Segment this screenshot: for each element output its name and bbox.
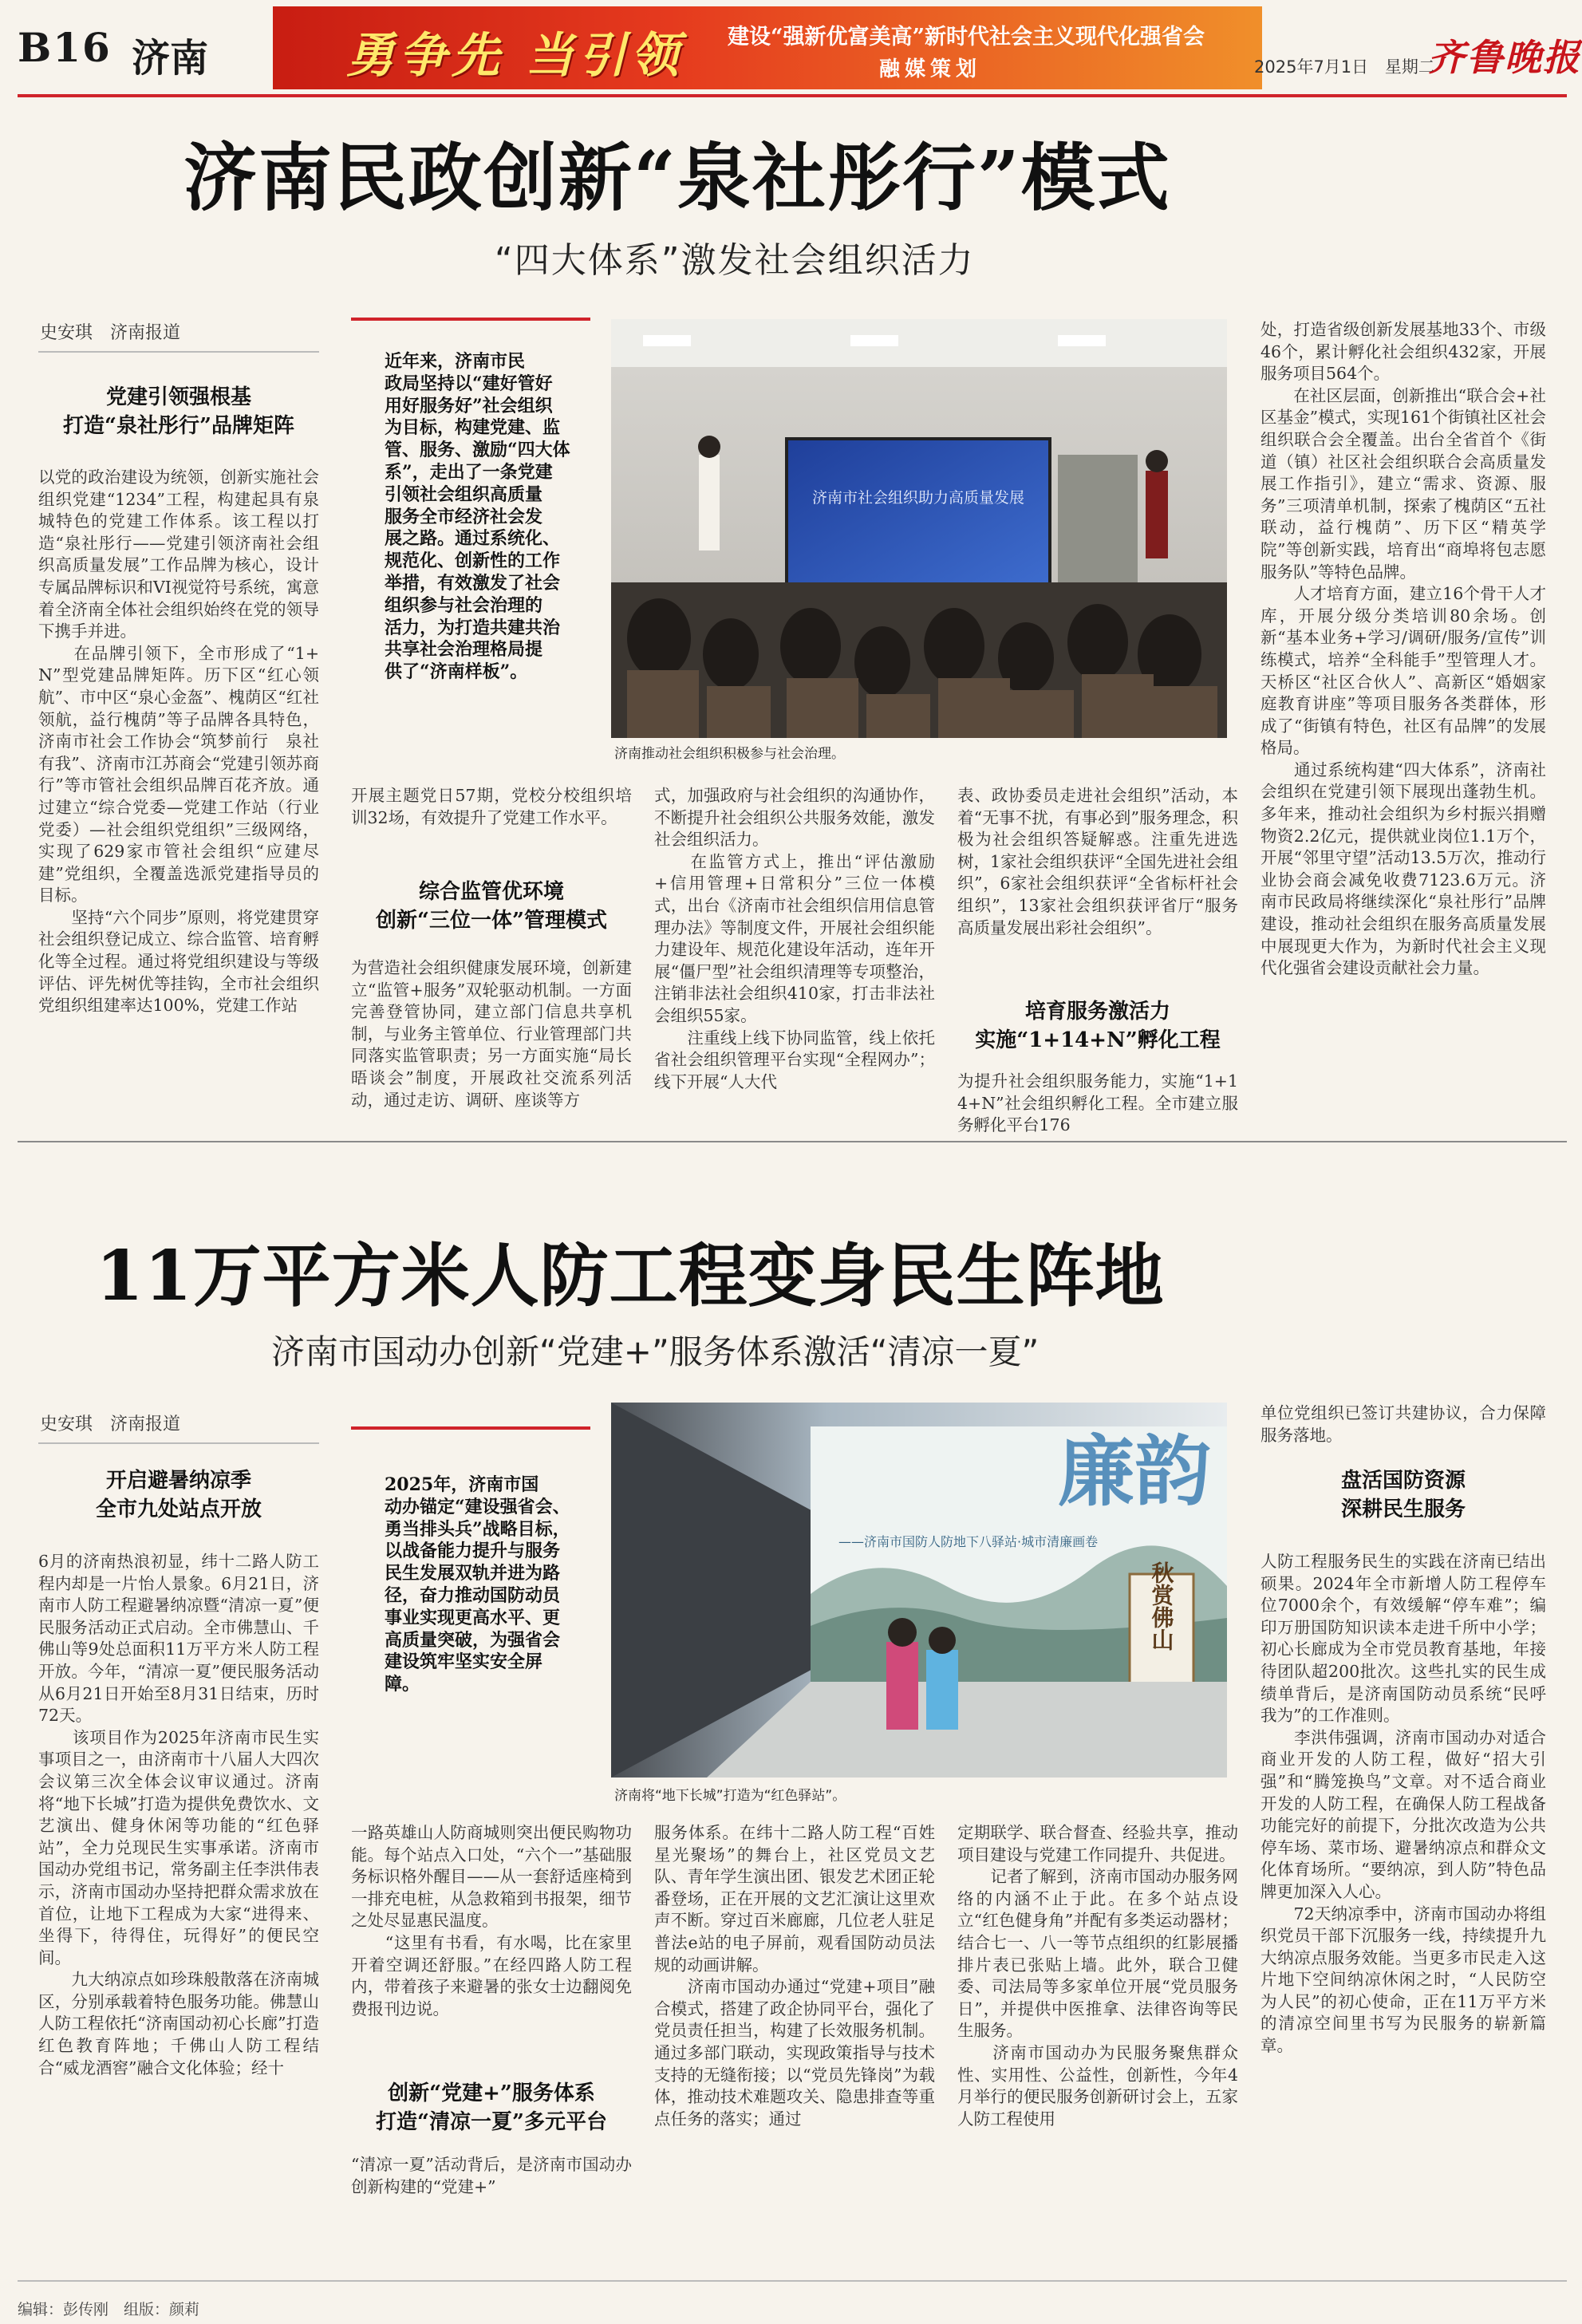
- campaign-banner: [273, 6, 1262, 89]
- article1-byline: 史安琪 济南报道: [40, 323, 181, 343]
- article2-col5: 单位党组织已签订共建协议，合力保障服务落地。: [1260, 1403, 1546, 1445]
- article2-lead: 2025年，济南市国 动办锚定“建设强省会、 勇当排头兵”战略目标， 以战备能力提升与服务 民生发展双轨并进为路 径，奋力推动国防动员 事业实现更高水平、更 高质量突破，为强省会 建设筑牢坚实安全屏 障。: [385, 1474, 570, 1695]
- article2-col3: 服务体系。在纬十二路人防工程“百姓星光聚场”的舞台上，社区党员文艺队、青年学生演出团、银发艺术团正轮番登场，正在开展的文艺汇演让这里欢声不断。穿过百米廊廊，几位老人驻足普法e站的电子屏前，观看国防动员法规的动画讲解。 济南市国动办通过“党建+项目”融合模式，搭建了政企协同平台，强化了党员责任担当，构建了长效服务机制。通过多部门联动，实现政策指导与技术支持的无缝衔接；以“党员先锋岗”为载体，推动技术难题攻关、隐患排查等重点任务的落实；通过: [654, 1823, 935, 2129]
- article1-col4b: 为提升社会组织服务能力，实施“1+14+N”社会组织孵化工程。全市建立服务孵化平台176: [957, 1071, 1238, 1135]
- photo-big-text: 廉韵: [1058, 1426, 1211, 1517]
- article2-col4: 定期联学、联合督查、经验共享，推动项目建设与党建工作同提升、共促进。 记者了解到，济南市国动办服务网络的内涵不止于此。在多个站点设立“红色健身角”并配有多类运动器材；结合七一、八一等节点组织的红影展播排片表已张贴上墙。此外，联合卫健委、司法局等多家单位开展“党员服务日”，并提供中医推拿、法律咨询等民生服务。 济南市国动办为民服务聚焦群众性、实用性、公益性，创新性，今年4月举行的便民服务创新研讨会上，五家人防工程使用: [957, 1823, 1238, 2129]
- screen-text: 济南市社会组织助力高质量发展: [811, 489, 1025, 507]
- article1-subtitle: “四大体系”激发社会组织活力: [495, 240, 975, 281]
- dateline: [1254, 54, 1435, 78]
- article1-col2b: 为营造社会组织健康发展环境，创新建立“监管+服务”双轮驱动机制。一方面完善登管协同，建立部门信息共享机制，与业务主管单位、行业管理部门共同落实监管职责；另一方面实施“局长晤谈会”制度，开展政社交流系列活动，通过走访、调研、座谈等方: [351, 958, 632, 1110]
- page-number: B16: [18, 24, 112, 71]
- photo-wall-text: ——济南市国防人防地下八驿站·城市清廉画卷: [838, 1534, 1099, 1549]
- article2-photo-caption: 济南将“地下长城”打造为“红色驿站”。: [614, 1788, 846, 1804]
- article1-lead: 近年来，济南市民 政局坚持以“建好管好 用好服务好”社会组织 为目标，构建党建、监 管、服务、激励“四大体 系”，走出了一条党建 引领社会组织高质量 服务全市经济社会发 展之路。通过系统化、 规范化、创新性的工作 举措，有效激发了社会 组织参与社会治理的 活力，为打造共建共治 共享社会治理格局提 供了“济南样板”。: [385, 351, 570, 683]
- byline-rule-2: [38, 1442, 319, 1444]
- section-name: 济南: [132, 36, 209, 81]
- article2-byline: 史安琪 济南报道: [40, 1415, 181, 1434]
- article2-col2: 一路英雄山人防商城则突出便民购物功能。每个站点入口处，“六个一”基础服务标识格外醒目——从一套舒适座椅到一排充电桩，从急救箱到书报架，细节之处尽显惠民温度。 “这里有书看，有水喝，比在家里开着空调还舒服。”在经四路人防工程内，带着孩子来避暑的张女士边翻阅免费报刊边说。: [351, 1823, 632, 2018]
- article2-col2b: “清凉一夏”活动背后，是济南市国动办创新构建的“党建+”: [351, 2155, 632, 2196]
- article1-title: 济南民政创新“泉社彤行”模式: [183, 135, 1171, 221]
- article2-col5b: 人防工程服务民生的实践在济南已结出硕果。2024年全市新增人防工程停车位7000余个，有效缓解“停车难”；编印万册国防知识读本走进千所中小学；初心长廊成为全市党员教育基地，年接待团队超200批次。这些扎实的民生成绩单背后，是济南国防动员系统“民呼我为”的工作准则。 李洪伟强调，济南市国动办对适合商业开发的人防工程，做好“招大引强”和“腾笼换鸟”文章。对不适合商业开发的人防工程，在确保人防工程战备功能完好的前提下，分批次改造为公共停车场、菜市场、避暑纳凉点和群众文化体育场所。“要纳凉，到人防”特色品牌更加深入人心。 72天纳凉季中，济南市国动办将组织党员干部下沉服务一线，持续提升九大纳凉点服务效能。当更多市民走入这片地下空间纳凉休闲之时，“人民防空为人民”的初心使命，正在11万平方米的清凉空间里书写为民服务的崭新篇章。: [1260, 1552, 1546, 2056]
- weekday: 星期二: [1384, 57, 1435, 77]
- lead-mark: [351, 318, 590, 321]
- article2-col1: 6月的济南热浪初显，纬十二路人防工程内却是一片怡人景象。6月21日，济南市人防工程避暑纳凉暨“清凉一夏”便民服务活动正式启动。全市佛慧山、千佛山等9处总面积11万平方米人防工程开放。今年，“清凉一夏”便民服务活动从6月21日开始至8月31日结束，历时72天。 该项目作为2025年济南市民生实事项目之一，由济南市十八届人大四次会议第三次全体会议审议通过。济南将“地下长城”打造为提供免费饮水、文艺演出、健身休闲等功能的“红色驿站”，全力兑现民生实事承诺。济南市国动办党组书记，常务副主任李洪伟表示，济南市国动办坚持把群众需求放在首位，让地下工程成为大家“进得来、坐得下，待得住，玩得好”的便民空间。 九大纳凉点如珍珠般散落在济南城区，分别承载着特色服务功能。佛慧山人防工程依托“济南国动初心长廊”打造红色教育阵地；千佛山人防工程结合“威龙酒窖”融合文化体验；经十: [38, 1552, 319, 2077]
- date: 2025年7月1日: [1254, 57, 1369, 77]
- header-rule: [18, 94, 1567, 97]
- editor-credit: 编辑：彭传刚 组版：颜莉: [18, 2301, 200, 2318]
- tunnel-photo-illustration: [611, 1403, 1227, 1778]
- article1-section3-title: 培育服务激活力 实施“1+14+N”孵化工程: [975, 1000, 1221, 1052]
- byline-rule: [38, 351, 319, 353]
- article1-col2: 开展主题党日57期，党校分校组织培训32场，有效提升了党建工作水平。: [351, 786, 632, 827]
- lead-mark-2: [351, 1426, 590, 1430]
- photo-scroll-text: 秋赏佛山: [1148, 1561, 1175, 1651]
- banner-slogan: 勇争先 当引领: [346, 28, 684, 84]
- page-header: [0, 0, 1582, 94]
- article1-col5: 处，打造省级创新发展基地33个、市级46个，累计孵化社会组织432家，开展服务项目564个。 在社区层面，创新推出“联合会+社区基金”模式，实现161个街镇社区社会组织联合会全覆盖。出台全省首个《街道（镇）社区社会组织联合会高质量发展工作指引》，建立“需求、资源、服务”三项清单机制，探索了槐荫区“五社联动，益行槐荫”、历下区“精英学院”等创新实践，培育出“商埠将包志愿服务队”等特色品牌。 人才培育方面，建立16个骨干人才库，开展分级分类培训80余场。创新“基本业务+学习/调研/服务/宣传”训练模式，培养“全科能手”型管理人才。天桥区“社区合伙人”、高新区“婚姻家庭教育讲座”等项目服务各类群体，形成了“街镇有特色，社区有品牌”的发展格局。 通过系统构建“四大体系”，济南社会组织在党建引领下展现出蓬勃生机。多年来，推动社会组织为乡村振兴捐赠物资2.2亿元，提供就业岗位1.1万个，开展“邻里守望”活动13.5万次，推动行业协会商会减免收费7123.6万元。济南市民政局将继续深化“泉社彤行”品牌建设，推动社会组织在服务高质量发展中展现更大作为，为新时代社会主义现代化强省会建设贡献社会力量。: [1260, 320, 1546, 978]
- article2-photo: [611, 1403, 1227, 1778]
- article1-photo-caption: 济南推动社会组织积极参与社会治理。: [614, 746, 845, 762]
- banner-theme: 建设“强新优富美高”新时代社会主义现代化强省会: [728, 25, 1205, 49]
- meeting-photo-illustration: [611, 319, 1227, 738]
- article2-title: 11万平方米人防工程变身民生阵地: [96, 1236, 1165, 1316]
- article1-section2-title: 综合监管优环境 创新“三位一体”管理模式: [376, 880, 607, 933]
- article2-section1-title: 开启避暑纳凉季 全市九处站点开放: [95, 1469, 262, 1521]
- article2-section3-title: 盘活国防资源 深耕民生服务: [1340, 1469, 1466, 1521]
- banner-subtitle: 融媒策划: [879, 57, 982, 81]
- article1-photo: [611, 319, 1227, 738]
- article2-subtitle: 济南市国动办创新“党建+”服务体系激活“清凉一夏”: [271, 1332, 1040, 1371]
- article1-col1: 以党的政治建设为统领，创新实施社会组织党建“1234”工程，构建起具有泉城特色的党建工作体系。该工程以打造“泉社彤行——党建引领济南社会组织高质量发展”工作品牌为核心，设计专属品牌标识和VI视觉符号系统，寓意着全济南全体社会组织始终在党的领导下携手并进。 在品牌引领下，全市形成了“1+N”型党建品牌矩阵。历下区“红心领航”、市中区“泉心金盔”、槐荫区“红社领航，益行槐荫”等子品牌各具特色，济南市社会工作协会“筑梦前行 泉社有我”、济南市江苏商会“党建引领苏商行”等市管社会组织品牌百花齐放。通过建立“综合党委—党建工作站（行业党委）—社会组织党组织”三级网络，实现了629家市管社会组织“应建尽建”党组织，全覆盖选派党建指导员的目标。 坚持“六个同步”原则，将党建贯穿社会组织登记成立、综合监管、培育孵化等全过程。通过将党组织建设与等级评估、评先树优等挂钩，全市社会组织党组织组建率达100%，党建工作站: [38, 468, 319, 1016]
- article2-section2-title: 创新“党建+”服务体系 打造“清凉一夏”多元平台: [376, 2081, 607, 2134]
- footer-rule: [18, 2280, 1567, 2282]
- article1-section1-title: 党建引领强根基 打造“泉社彤行”品牌矩阵: [63, 385, 294, 438]
- newspaper-masthead: 齐鲁晚报: [1428, 36, 1581, 79]
- article-divider: [18, 1141, 1567, 1142]
- article1-col4: 表、政协委员走进社会组织”活动，本着“无事不扰，有事必到”服务理念，积极为社会组织答疑解惑。注重先进选树，1家社会组织获评“全国先进社会组织”，6家社会组织获评“全省标杆社会组织”，13家社会组织获评省厅“服务高质量发展出彩社会组织”。: [957, 786, 1238, 937]
- article1-col3: 式，加强政府与社会组织的沟通协作，不断提升社会组织公共服务效能，激发社会组织活力。 在监管方式上，推出“评估激励+信用管理+日常积分”三位一体模式，出台《济南市社会组织信用信息管理办法》等制度文件，开展社会组织能力建设年、规范化建设年活动，连年开展“僵尸型”社会组织清理等专项整治，注销非法社会组织410家，打击非法社会组织55家。 注重线上线下协同监管，线上依托省社会组织管理平台实现“全程网办”；线下开展“人大代: [654, 786, 935, 1091]
